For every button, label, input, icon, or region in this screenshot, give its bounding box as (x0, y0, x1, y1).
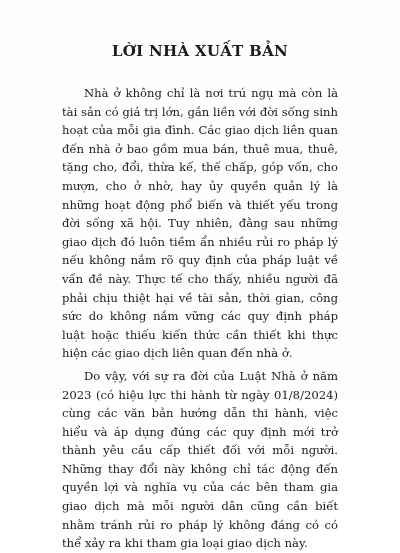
preface-body (62, 84, 338, 553)
paragraph-1: Nhà ở không chỉ là nơi trú ngụ mà còn là tài sản có giá trị lớn, gắn liền với đời sống sinh hoạt của mỗi gia đình. Các giao dịch liên quan đến nhà ở bao gồm mua bán, thuê mua, thuê, tặng cho, đổi, thừa kế, thế chấp, góp vốn, cho mượn, cho ở nhờ, hay ủy quyền quản lý là những hoạt động phổ biến và thiết yếu trong đời sống xã hội. Tuy nhiên, đằng sau những giao dịch đó luôn tiềm ẩn nhiều rủi ro pháp lý nếu không nắm rõ quy định của pháp luật về vấn đề này. Thực tế cho thấy, nhiều người đã phải chịu thiệt hại về tài sản, thời gian, công sức do không nắm vững các quy định pháp luật hoặc thiếu kiến thức cần thiết khi thực hiện các giao dịch liên quan đến nhà ở. (62, 86, 338, 361)
paragraph-2: Do vậy, với sự ra đời của Luật Nhà ở năm 2023 (có hiệu lực thi hành từ ngày 01/8/2024) cùng các văn bản hướng dẫn thi hành, việc hiểu và áp dụng đúng các quy định mới trở thành yêu cầu cấp thiết đối với mỗi người. Những thay đổi này không chỉ tác động đến quyền lợi và nghĩa vụ của các bên tham gia giao dịch mà mỗi người dân cũng cần biết nhằm tránh rủi ro pháp lý không đáng có có thể xảy ra khi tham gia loại giao dịch này. (62, 368, 338, 551)
page-title: LỜI NHÀ XUẤT BẢN (111, 42, 289, 60)
